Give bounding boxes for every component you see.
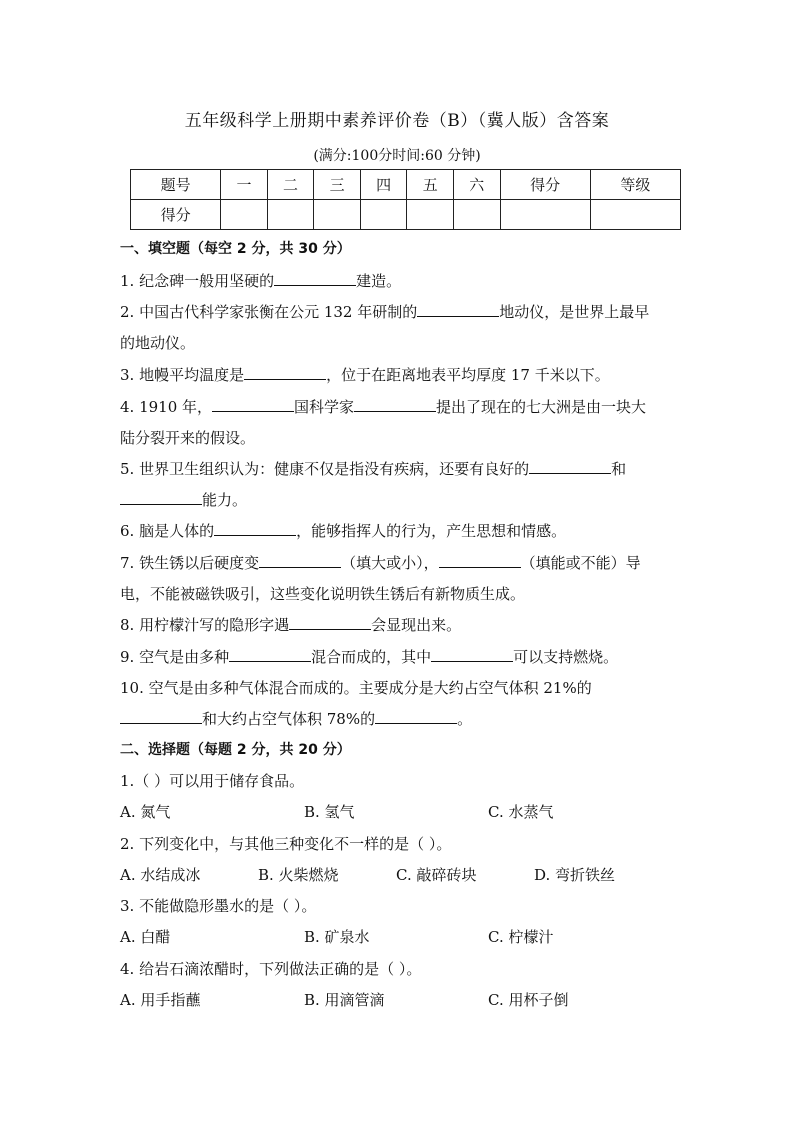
question-6: 6. 脑是人体的 ，能够指挥人的行为，产生思想和情感。 [120,522,567,540]
option-c[interactable]: C. 敲碎砖块 [396,866,477,884]
option-d[interactable]: D. 弯折铁丝 [534,866,616,884]
table-row [131,200,681,230]
option-a[interactable]: A. 水结成冰 [120,866,201,884]
option-a[interactable]: A. 用手指蘸 [120,991,201,1009]
question-10: 10. 空气是由多种气体混合而成的。主要成分是大约占空气体积 21%的 [120,679,592,697]
table-cell: 得分 [500,170,590,200]
score-cell[interactable] [590,200,680,230]
option-b[interactable]: B. 火柴燃烧 [258,866,339,884]
answer-blank[interactable] [212,397,294,412]
question-1: 1. 纪念碑一般用坚硬的 建造。 [120,272,402,290]
score-cell[interactable] [267,200,314,230]
option-b[interactable]: B. 矿泉水 [304,928,370,946]
table-cell: 六 [454,170,501,200]
answer-blank[interactable] [244,365,326,380]
answer-blank[interactable] [120,709,202,724]
score-table [130,169,681,230]
answer-blank[interactable] [354,397,436,412]
option-c[interactable]: C. 水蒸气 [488,803,554,821]
answer-blank[interactable] [289,615,371,630]
question-9: 9. 空气是由多种 混合而成的，其中 可以支持燃烧。 [120,648,619,666]
question-7-cont: 电，不能被磁铁吸引，这些变化说明铁生锈后有新物质生成。 [120,585,526,603]
answer-blank[interactable] [375,709,457,724]
choice-question-2: 2. 下列变化中，与其他三种变化不一样的是（ ）。 [120,835,452,853]
option-b[interactable]: B. 用滴管滴 [304,991,385,1009]
question-2-cont: 的地动仪。 [120,334,196,352]
question-4: 4. 1910 年， 国科学家 提出了现在的七大洲是由一块大 [120,398,647,416]
section1-heading: 一、填空题（每空 2 分，共 30 分） [120,241,351,257]
table-cell: 二 [267,170,314,200]
table-cell: 四 [360,170,407,200]
section2-heading: 二、选择题（每题 2 分，共 20 分） [120,742,351,758]
question-5: 5. 世界卫生组织认为：健康不仅是指没有疾病，还要有良好的 和 [120,460,627,478]
answer-blank[interactable] [259,553,341,568]
answer-blank[interactable] [229,647,311,662]
table-cell: 三 [314,170,361,200]
option-c[interactable]: C. 柠檬汁 [488,928,554,946]
table-cell: 题号 [131,170,221,200]
question-8: 8. 用柠檬汁写的隐形字遇 会显现出来。 [120,616,462,634]
score-cell[interactable] [314,200,361,230]
question-5-cont: 能力。 [120,489,247,510]
score-cell[interactable] [221,200,268,230]
answer-blank[interactable] [274,271,356,286]
page-title: 五年级科学上册期中素养评价卷（B）（冀人版）含答案 [184,111,610,131]
question-2: 2. 中国古代科学家张衡在公元 132 年研制的 地动仪，是世界上最早 [120,303,650,321]
option-b[interactable]: B. 氢气 [304,803,355,821]
score-cell[interactable] [360,200,407,230]
table-header-row [131,170,681,200]
choice-question-4: 4. 给岩石滴浓醋时，下列做法正确的是（ ）。 [120,960,422,978]
answer-blank[interactable] [431,647,513,662]
answer-blank[interactable] [439,553,521,568]
question-7: 7. 铁生锈以后硬度变 （填大或小）， （填能或不能）导 [120,554,641,572]
option-c[interactable]: C. 用杯子倒 [488,991,569,1009]
page-subtitle: (满分:100分时间:60 分钟) [313,148,481,164]
answer-blank[interactable] [417,302,499,317]
option-a[interactable]: A. 白醋 [120,928,171,946]
table-cell: 一 [221,170,268,200]
table-cell: 五 [407,170,454,200]
answer-blank[interactable] [214,521,296,536]
score-cell[interactable] [407,200,454,230]
table-cell: 得分 [131,200,221,230]
question-3: 3. 地幔平均温度是 ，位于在距离地表平均厚度 17 千米以下。 [120,366,610,384]
choice-question-3: 3. 不能做隐形墨水的是（ ）。 [120,897,317,915]
score-cell[interactable] [500,200,590,230]
question-4-cont: 陆分裂开来的假设。 [120,429,256,447]
option-a[interactable]: A. 氮气 [120,803,171,821]
choice-question-1: 1.（ ）可以用于储存食品。 [120,772,305,790]
answer-blank[interactable] [120,490,202,505]
question-10-cont: 和大约占空气体积 78%的 。 [120,708,472,729]
table-cell: 等级 [590,170,680,200]
answer-blank[interactable] [529,459,611,474]
score-cell[interactable] [454,200,501,230]
